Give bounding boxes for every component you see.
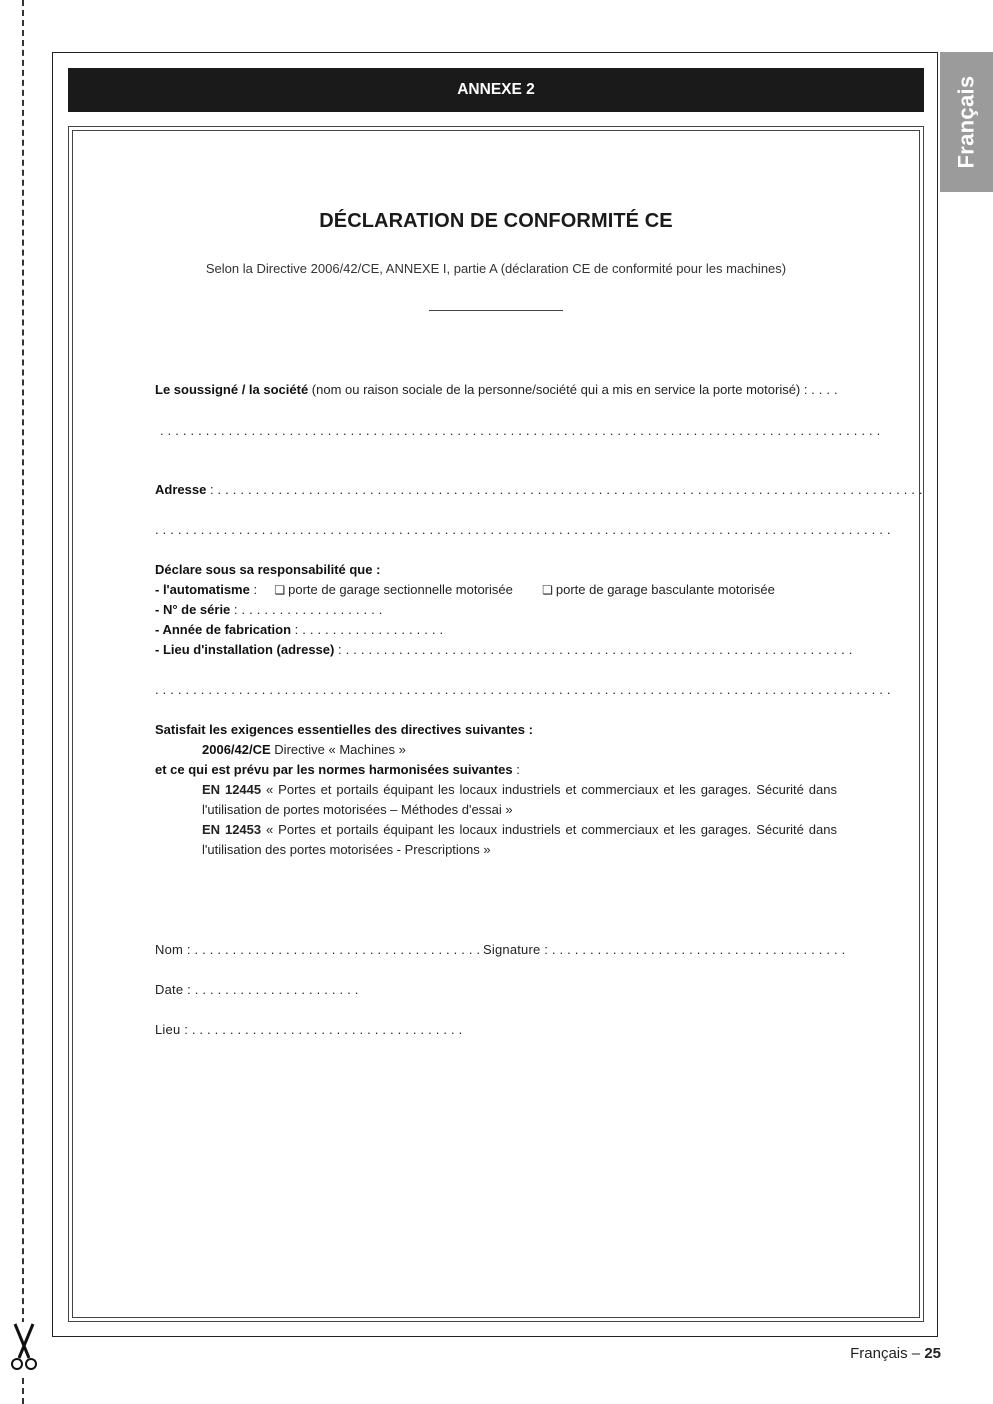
directives-heading-text: Satisfait les exigences essentielles des directives suivantes : bbox=[155, 722, 533, 737]
sectional-door-option[interactable] bbox=[274, 582, 516, 597]
company-label: Le soussigné / la société bbox=[155, 382, 309, 397]
year-line bbox=[155, 620, 443, 640]
up-and-over-door-label: porte de garage basculante motorisée bbox=[555, 582, 775, 597]
signature-field[interactable]: Signature : . . . . . . . . . . . . . . . . . . . . . . . . . . . . . . . . . . . . . . . bbox=[483, 942, 846, 957]
standard-code: EN 12453 bbox=[202, 822, 262, 837]
language-tab-label: Français bbox=[953, 75, 979, 169]
title-divider bbox=[429, 310, 563, 311]
location-field[interactable]: : . . . . . . . . . . . . . . . . . . . . . . . . . . . . . . . . . . . . . . . . . . . . . . . . . . . . . . . . . . . . . . . . . . . bbox=[337, 642, 853, 657]
annex-title: ANNEXE 2 bbox=[457, 81, 535, 98]
company-field[interactable]: . . . . bbox=[811, 382, 838, 397]
date-field[interactable]: Date : . . . . . . . . . . . . . . . . . . . . . . bbox=[155, 982, 359, 997]
serial-field[interactable]: : . . . . . . . . . . . . . . . . . . . bbox=[233, 602, 383, 617]
automation-separator: : bbox=[253, 582, 258, 597]
checkbox-icon[interactable]: ❏ bbox=[542, 583, 553, 597]
page-footer bbox=[850, 1345, 941, 1362]
responsibility-heading-text: Déclare sous sa responsabilité que : bbox=[155, 562, 381, 577]
location-label: - Lieu d'installation (adresse) bbox=[155, 642, 335, 657]
place-field[interactable]: Lieu : . . . . . . . . . . . . . . . . . . . . . . . . . . . . . . . . . . . . bbox=[155, 1022, 463, 1037]
year-field[interactable]: : . . . . . . . . . . . . . . . . . . . bbox=[294, 622, 444, 637]
serial-line bbox=[155, 600, 383, 620]
company-field-continued[interactable]: . . . . . . . . . . . . . . . . . . . . . . . . . . . . . . . . . . . . . . . . . . . . . . . . . . . . . . . . . . . . . . . . . . . . . . . . . . . . . . . . . . . . . . . . . . . . . . . bbox=[160, 423, 881, 438]
standard-text: « Portes et portails équipant les locaux industriels et commerciaux et les garages. Sécurité dans l'utilisation de portes motorisées – Méthodes d'essai » bbox=[202, 782, 837, 817]
name-field[interactable]: Nom : . . . . . . . . . . . . . . . . . . . . . . . . . . . . . . . . . . . . . . bbox=[155, 942, 481, 957]
standards-separator: : bbox=[516, 762, 520, 777]
declaration-title: DÉCLARATION DE CONFORMITÉ CE bbox=[319, 210, 673, 232]
address-field-continued[interactable]: . . . . . . . . . . . . . . . . . . . . . . . . . . . . . . . . . . . . . . . . . . . . . . . . . . . . . . . . . . . . . . . . . . . . . . . . . . . . . . . . . . . . . . . . . . . . . . . . . bbox=[155, 522, 891, 537]
cut-line bbox=[22, 0, 24, 1404]
serial-label: - N° de série bbox=[155, 602, 231, 617]
location-line bbox=[155, 640, 853, 660]
address-field[interactable]: : . . . . . . . . . . . . . . . . . . . . . . . . . . . . . . . . . . . . . . . . . . . . . . . . . . . . . . . . . . . . . . . . . . . . . . . . . . . . . . . . . . . . . . . . . . . . . bbox=[209, 482, 923, 497]
directive-name: Directive « Machines » bbox=[274, 742, 406, 757]
address-label: Adresse bbox=[155, 482, 207, 497]
automation-label: - l'automatisme bbox=[155, 582, 250, 597]
annex-header bbox=[68, 68, 924, 112]
location-field-continued[interactable]: . . . . . . . . . . . . . . . . . . . . . . . . . . . . . . . . . . . . . . . . . . . . . . . . . . . . . . . . . . . . . . . . . . . . . . . . . . . . . . . . . . . . . . . . . . . . . . . . . bbox=[155, 682, 891, 697]
standard-text: « Portes et portails équipant les locaux industriels et commerciaux et les garages. Sécurité dans l'utilisation des portes motorisées - Prescriptions » bbox=[202, 822, 837, 857]
responsibility-heading bbox=[155, 560, 380, 580]
standard-item bbox=[202, 780, 837, 820]
directives-heading bbox=[155, 720, 533, 740]
standards-heading bbox=[155, 760, 520, 780]
page-number: 25 bbox=[924, 1345, 941, 1362]
up-and-over-door-option[interactable] bbox=[542, 582, 775, 597]
sectional-door-label: porte de garage sectionnelle motorisée bbox=[288, 582, 513, 597]
year-label: - Année de fabrication bbox=[155, 622, 292, 637]
automation-line bbox=[155, 580, 775, 600]
declaration-subtitle: Selon la Directive 2006/42/CE, ANNEXE I, partie A (déclaration CE de conformité pour les machines) bbox=[205, 261, 787, 276]
standards-heading-text: et ce qui est prévu par les normes harmonisées suivantes bbox=[155, 762, 513, 777]
company-line bbox=[155, 380, 838, 400]
directive-code: 2006/42/CE bbox=[202, 742, 271, 757]
address-line bbox=[155, 480, 923, 500]
company-description: (nom ou raison sociale de la personne/société qui a mis en service la porte motorisé) : bbox=[311, 382, 808, 397]
directive-item bbox=[202, 740, 406, 760]
standard-item bbox=[202, 820, 837, 860]
scissors-icon bbox=[9, 1322, 39, 1374]
language-tab bbox=[940, 52, 993, 192]
checkbox-icon[interactable]: ❏ bbox=[274, 583, 286, 597]
footer-language: Français – bbox=[850, 1345, 921, 1362]
standard-code: EN 12445 bbox=[202, 782, 262, 797]
